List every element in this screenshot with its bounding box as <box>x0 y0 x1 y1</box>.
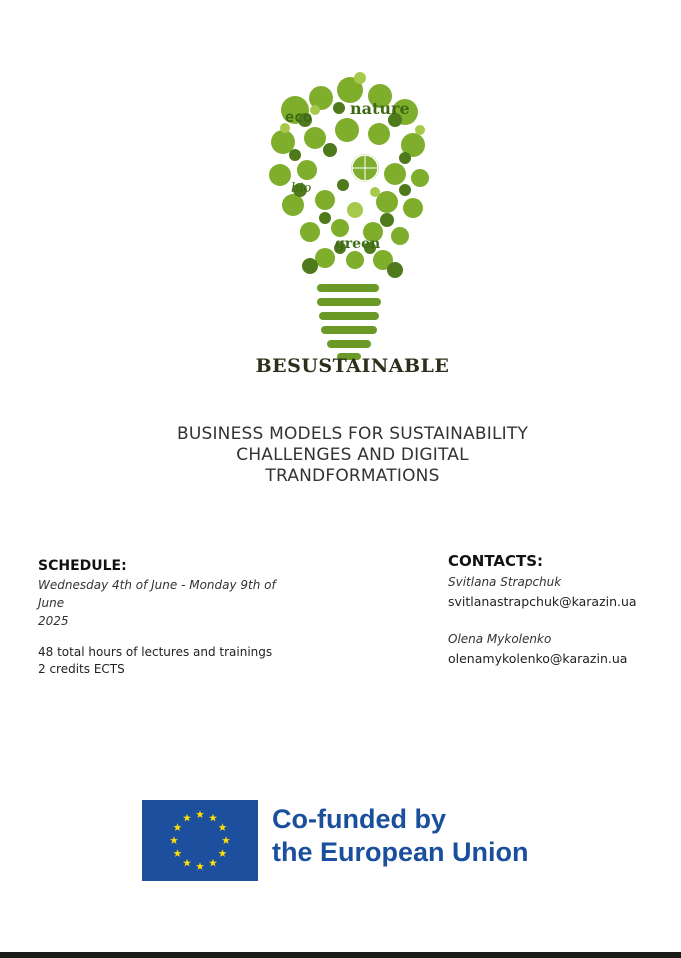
logo-word-green: green <box>335 236 381 252</box>
contact-name: Svitlana Strapchuk <box>448 575 562 589</box>
contact-name: Olena Mykolenko <box>448 632 552 646</box>
bottom-divider <box>0 952 681 958</box>
document-title <box>130 424 575 487</box>
logo-word-eco: eco <box>285 108 313 126</box>
contact-email[interactable]: olenamykolenko@karazin.ua <box>448 651 628 666</box>
logo-word-bio: bio <box>291 181 312 196</box>
title-line-2: CHALLENGES AND DIGITAL <box>236 445 469 465</box>
lightbulb-eco-icon <box>255 50 440 370</box>
contacts-section <box>448 552 668 667</box>
schedule-credits: 2 credits ECTS <box>38 662 125 676</box>
contacts-heading: CONTACTS: <box>448 552 544 570</box>
brand-name: BESUSTAINABLE <box>255 355 450 377</box>
title-line-3: TRANDFORMATIONS <box>265 466 440 486</box>
schedule-dates-line-1: Wednesday 4th of June - Monday 9th of June <box>38 578 276 610</box>
eu-line-1: Co-funded by <box>272 804 446 834</box>
schedule-dates-line-2: 2025 <box>38 614 69 628</box>
logo-word-nature: nature <box>350 99 410 118</box>
eu-cofunded-label <box>272 803 572 869</box>
eu-flag-icon <box>142 800 258 881</box>
schedule-heading: SCHEDULE: <box>38 558 127 574</box>
contact-email[interactable]: svitlanastrapchuk@karazin.ua <box>448 594 637 609</box>
schedule-section <box>38 558 298 678</box>
title-line-1: BUSINESS MODELS FOR SUSTAINABILITY <box>176 424 529 444</box>
eu-line-2: the European Union <box>272 837 529 867</box>
schedule-hours: 48 total hours of lectures and trainings <box>38 645 273 659</box>
